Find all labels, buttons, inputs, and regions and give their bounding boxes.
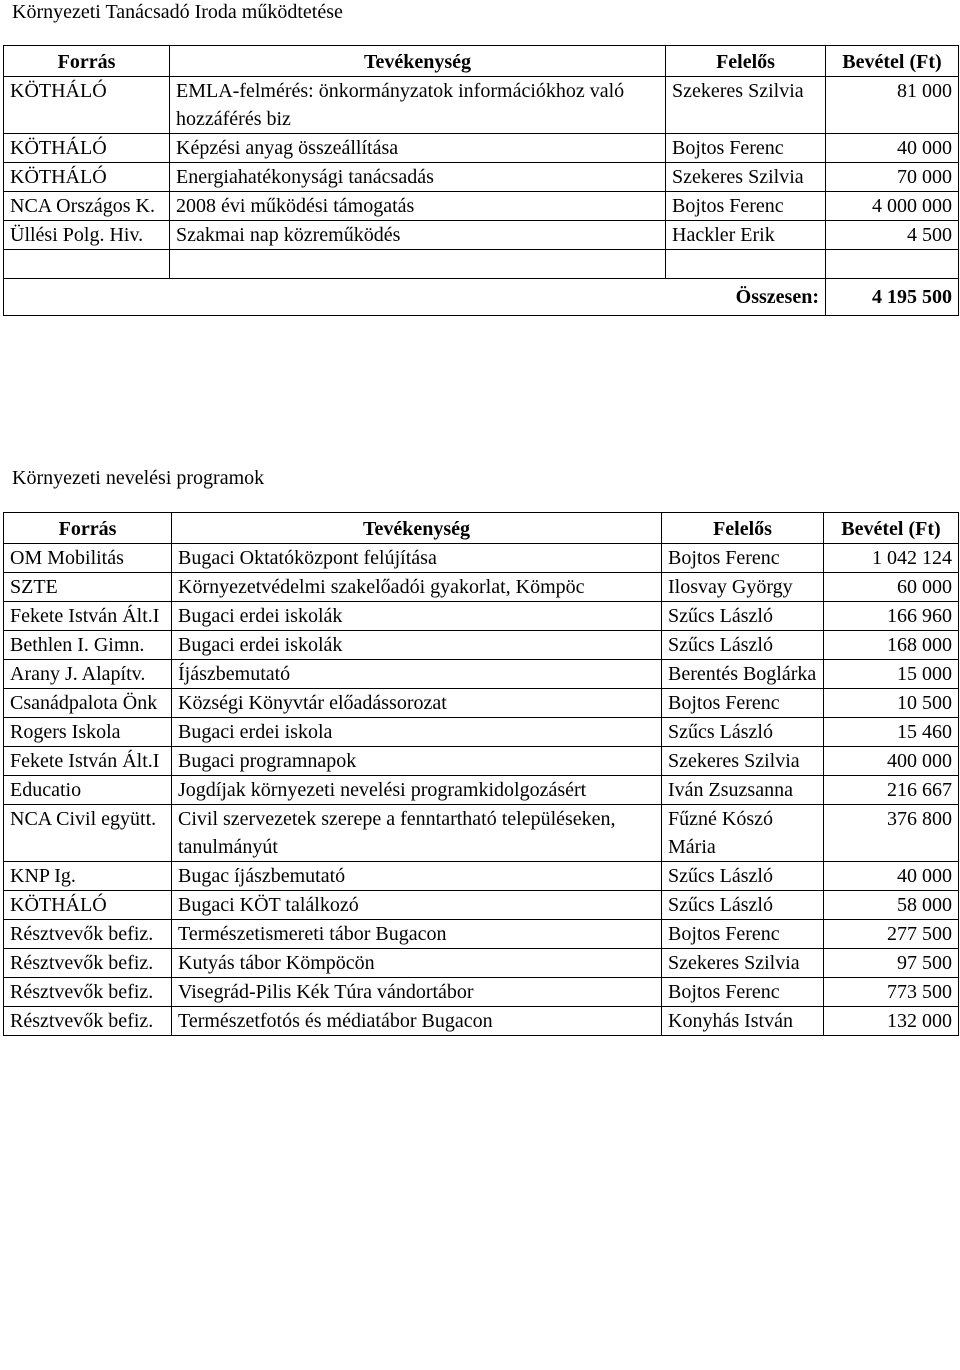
income-cell: 81 000 [826,77,959,134]
total-label: Összesen: [4,279,826,316]
responsible-cell: Berentés Boglárka [662,660,824,689]
activity-cell: Természetfotós és médiatábor Bugacon [172,1007,662,1036]
activity-cell: Környezetvédelmi szakelőadói gyakorlat, Kömpöc [172,573,662,602]
income-cell: 132 000 [824,1007,959,1036]
empty-cell [4,250,170,279]
table-row [4,805,959,862]
empty-row [4,250,959,279]
responsible-cell: Szűcs László [662,891,824,920]
responsible-cell: Fűzné Kószó Mária [662,805,824,862]
source-cell: Arany J. Alapítv. [4,660,172,689]
source-cell: NCA Civil együtt. [4,805,172,862]
empty-cell [666,250,826,279]
activity-cell: Képzési anyag összeállítása [170,134,666,163]
header-income: Bevétel (Ft) [826,46,959,77]
header-responsible: Felelős [666,46,826,77]
table-row [4,192,959,221]
table-header-row [4,46,959,77]
source-cell: Fekete István Ált.I [4,602,172,631]
source-cell: Résztvevők befiz. [4,920,172,949]
income-cell: 40 000 [824,862,959,891]
header-activity: Tevékenység [170,46,666,77]
responsible-cell: Bojtos Ferenc [662,689,824,718]
activity-cell: Bugaci erdei iskola [172,718,662,747]
activity-cell: Bugaci KÖT találkozó [172,891,662,920]
responsible-cell: Szekeres Szilvia [666,163,826,192]
table-row [4,718,959,747]
table-row [4,77,959,134]
table-row [4,602,959,631]
table-row [4,163,959,192]
source-cell: Üllési Polg. Hiv. [4,221,170,250]
table-row [4,891,959,920]
header-source: Forrás [4,46,170,77]
responsible-cell: Bojtos Ferenc [662,920,824,949]
responsible-cell: Szekeres Szilvia [662,949,824,978]
activity-cell: Bugaci erdei iskolák [172,631,662,660]
activity-cell: Civil szervezetek szerepe a fenntartható településeken, tanulmányút [172,805,662,862]
activity-cell: Bugaci programnapok [172,747,662,776]
responsible-cell: Ilosvay György [662,573,824,602]
responsible-cell: Bojtos Ferenc [662,544,824,573]
table-row [4,920,959,949]
income-cell: 376 800 [824,805,959,862]
source-cell: KÖTHÁLÓ [4,134,170,163]
header-source: Forrás [4,513,172,544]
activity-cell: EMLA-felmérés: önkormányzatok információkhoz való hozzáférés biz [170,77,666,134]
responsible-cell: Szűcs László [662,862,824,891]
income-cell: 4 000 000 [826,192,959,221]
responsible-cell: Szűcs László [662,718,824,747]
source-cell: Fekete István Ált.I [4,747,172,776]
income-cell: 97 500 [824,949,959,978]
activity-cell: Bugac íjászbemutató [172,862,662,891]
income-cell: 70 000 [826,163,959,192]
source-cell: Bethlen I. Gimn. [4,631,172,660]
income-cell: 1 042 124 [824,544,959,573]
table-row [4,544,959,573]
activity-cell: Községi Könyvtár előadássorozat [172,689,662,718]
activity-cell: Energiahatékonysági tanácsadás [170,163,666,192]
header-income: Bevétel (Ft) [824,513,959,544]
table-row [4,978,959,1007]
income-cell: 168 000 [824,631,959,660]
table-row [4,1007,959,1036]
income-cell: 40 000 [826,134,959,163]
source-cell: NCA Országos K. [4,192,170,221]
income-cell: 15 000 [824,660,959,689]
income-cell: 166 960 [824,602,959,631]
table-row [4,689,959,718]
responsible-cell: Szekeres Szilvia [666,77,826,134]
source-cell: Rogers Iskola [4,718,172,747]
income-cell: 15 460 [824,718,959,747]
empty-cell [170,250,666,279]
responsible-cell: Konyhás István [662,1007,824,1036]
table-row [4,660,959,689]
source-cell: KÖTHÁLÓ [4,77,170,134]
source-cell: KÖTHÁLÓ [4,891,172,920]
income-cell: 773 500 [824,978,959,1007]
income-cell: 400 000 [824,747,959,776]
income-cell: 58 000 [824,891,959,920]
income-cell: 60 000 [824,573,959,602]
activity-cell: Szakmai nap közreműködés [170,221,666,250]
table-row [4,862,959,891]
activity-cell: Íjászbemutató [172,660,662,689]
activity-cell: Visegrád-Pilis Kék Túra vándortábor [172,978,662,1007]
activity-cell: Kutyás tábor Kömpöcön [172,949,662,978]
education-programs-table [3,512,959,1036]
responsible-cell: Iván Zsuzsanna [662,776,824,805]
income-cell: 277 500 [824,920,959,949]
header-activity: Tevékenység [172,513,662,544]
responsible-cell: Szűcs László [662,602,824,631]
source-cell: Résztvevők befiz. [4,949,172,978]
activity-cell: Jogdíjak környezeti nevelési programkidolgozásért [172,776,662,805]
source-cell: KÖTHÁLÓ [4,163,170,192]
office-income-table [3,45,959,316]
income-cell: 216 667 [824,776,959,805]
responsible-cell: Szekeres Szilvia [662,747,824,776]
table-row [4,134,959,163]
section-title-education: Környezeti nevelési programok [12,467,265,489]
header-responsible: Felelős [662,513,824,544]
table-row [4,631,959,660]
table-row [4,949,959,978]
responsible-cell: Szűcs László [662,631,824,660]
table-row [4,747,959,776]
table-row [4,776,959,805]
source-cell: Résztvevők befiz. [4,978,172,1007]
source-cell: KNP Ig. [4,862,172,891]
activity-cell: Bugaci Oktatóközpont felújítása [172,544,662,573]
activity-cell: Természetismereti tábor Bugacon [172,920,662,949]
source-cell: Csanádpalota Önk [4,689,172,718]
table-row [4,573,959,602]
responsible-cell: Bojtos Ferenc [666,134,826,163]
income-cell: 4 500 [826,221,959,250]
table-row [4,221,959,250]
responsible-cell: Bojtos Ferenc [662,978,824,1007]
table-header-row [4,513,959,544]
total-row [4,279,959,316]
responsible-cell: Hackler Erik [666,221,826,250]
source-cell: Résztvevők befiz. [4,1007,172,1036]
source-cell: Educatio [4,776,172,805]
source-cell: SZTE [4,573,172,602]
responsible-cell: Bojtos Ferenc [666,192,826,221]
total-value: 4 195 500 [826,279,959,316]
income-cell: 10 500 [824,689,959,718]
section-title-office: Környezeti Tanácsadó Iroda működtetése [12,1,343,23]
activity-cell: Bugaci erdei iskolák [172,602,662,631]
empty-cell [826,250,959,279]
activity-cell: 2008 évi működési támogatás [170,192,666,221]
source-cell: OM Mobilitás [4,544,172,573]
